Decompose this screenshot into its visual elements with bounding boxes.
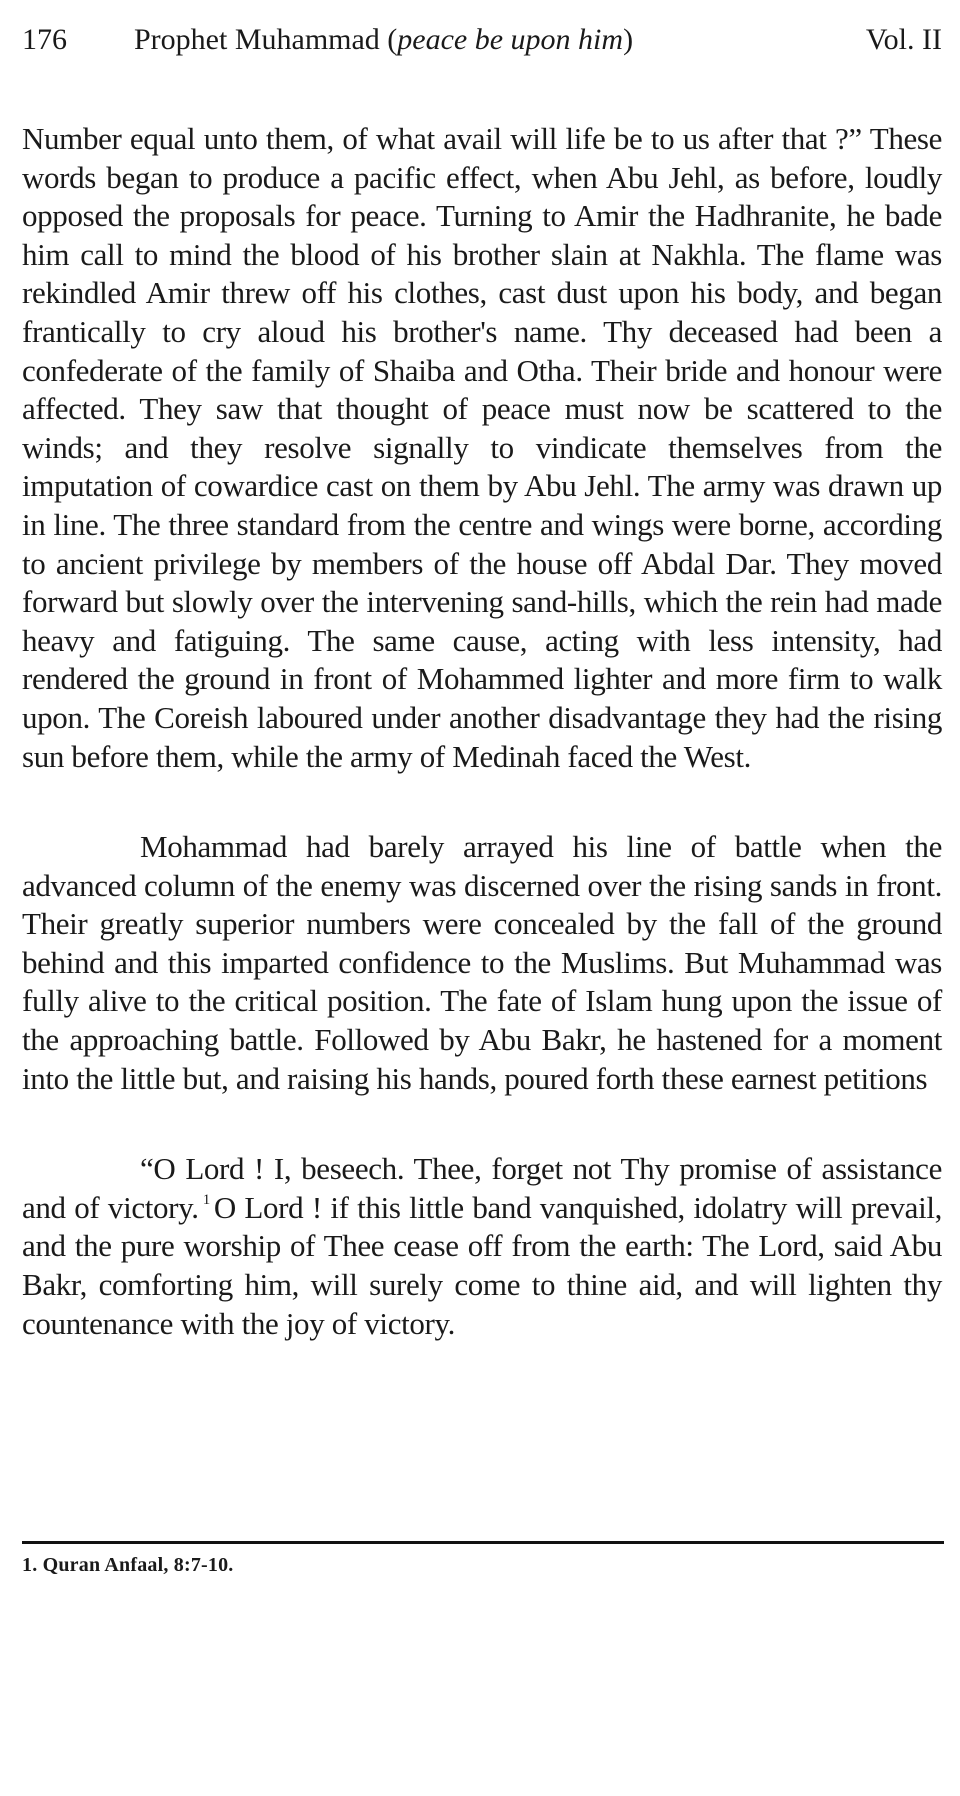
footnote-divider bbox=[22, 1541, 944, 1544]
paragraph-1: Number equal unto them, of what avail will life be to us after that ?” These words began to produce a pacific effect, when Abu Jehl, as before, loudly opposed the proposals for peace. Turning to Amir the Hadhranite, he bade him call to mind the blood of his brother slain at Nakhla. The flame was rekindled Amir threw off his clothes, cast dust upon his body, and began frantically to cry aloud his brother's name. Thy deceased had been a confederate of the family of Shaiba and Otha. Their bride and honour were affected. They saw that thought of peace must now be scattered to the winds; and they resolve signally to vindicate themselves from the imputation of cowardice cast on them by Abu Jehl. The army was drawn up in line. The three standard from the centre and wings were borne, according to ancient privilege by members of the house off Abdal Dar. They moved forward but slowly over the intervening sand-hills, which the rein had made heavy and fatiguing. The same cause, acting with less intensity, had rendered the ground in front of Mohammed lighter and more firm to walk upon. The Coreish laboured under another disadvantage they had the rising sun before them, while the army of Medinah faced the West. bbox=[22, 121, 942, 774]
prayer-text-part-2: O Lord ! if this little band vanquished, idolatry will prevail, and the pure worship of Thee cease off from the earth: The Lord, said Abu Bakr, comforting him, will surely come to thine aid, and will lighten thy countenance with the joy of victory. bbox=[22, 1189, 942, 1341]
footnote-reference[interactable]: 1 bbox=[202, 1191, 210, 1208]
title-suffix: ) bbox=[623, 23, 634, 56]
prayer-text-part-1: “O Lord ! I, beseech. Thee, forget not Thy promise of assistance and of victory. bbox=[22, 1151, 942, 1225]
footnote: 1. Quran Anfaal, 8:7-10. bbox=[22, 1554, 234, 1576]
page-number: 176 bbox=[22, 23, 67, 56]
volume-label: Vol. II bbox=[865, 23, 942, 56]
title-prefix: Prophet Muhammad ( bbox=[134, 23, 398, 56]
paragraph-2: Mohammad had barely arrayed his line of battle when the advanced column of the enemy was discerned over the rising sands in front. Their greatly superior numbers were concealed by the fall of the ground behind and this imparted confidence to the Muslims. But Muhammad was fully alive to the critical position. The fate of Islam hung upon the issue of the approaching battle. Followed by Abu Bakr, he hastened for a moment into the little but, and raising his hands, poured forth these earnest petitions bbox=[22, 829, 942, 1096]
title-honorific: peace be upon him bbox=[397, 23, 624, 56]
body-text bbox=[22, 120, 942, 1343]
paragraph-prayer bbox=[22, 1150, 942, 1343]
running-header bbox=[22, 20, 942, 60]
book-page bbox=[22, 20, 942, 1343]
running-title bbox=[134, 20, 866, 60]
